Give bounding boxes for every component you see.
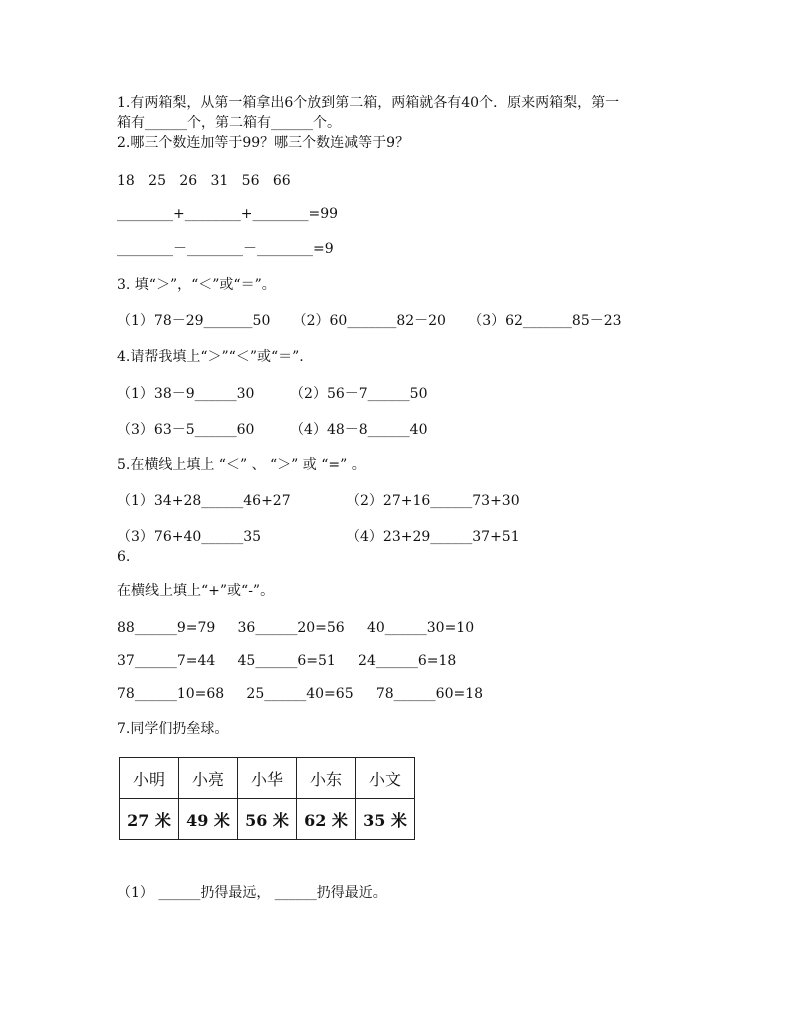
q2-sub-line: ________－________－________=9	[117, 241, 334, 257]
q6-row2: 37______7=44 45______6=51 24______6=18	[117, 653, 457, 669]
name-cell: 小明	[120, 758, 179, 799]
q5-item4: （4）23+29______37+51	[346, 529, 520, 545]
name-cell: 小文	[356, 758, 415, 799]
distance-cell: 27 米	[120, 799, 179, 840]
q3-line: （1）78－29_______50 （2）60_______82－20 （3）62_______85－23	[117, 313, 622, 329]
q7-question: （1） ______扔得最远， ______扔得最近。	[117, 885, 387, 901]
q2-numbers: 18 25 26 31 56 66	[117, 173, 291, 189]
q4-row2: （3）63－5______60 （4）48－8______40	[117, 422, 428, 438]
distance-cell: 62 米	[297, 799, 356, 840]
q2-add-line: ________+________+________=99	[117, 206, 339, 222]
name-cell: 小东	[297, 758, 356, 799]
q5-item3: （3）76+40______35	[117, 529, 262, 545]
distance-cell: 49 米	[179, 799, 238, 840]
q7-title: 7.同学们扔垒球。	[117, 721, 229, 737]
q4-row1: （1）38－9______30 （2）56－7______50	[117, 386, 428, 402]
table-row	[120, 799, 415, 840]
q1-line1: 1.有两箱梨，从第一箱拿出6个放到第二箱，两箱就各有40个．原来两箱梨，第一	[117, 95, 620, 111]
q1-line2: 箱有______个，第二箱有______个。	[117, 115, 341, 131]
q6-title: 在横线上填上“+”或“-”。	[117, 583, 275, 599]
q6-row3: 78______10=68 25______40=65 78______60=18	[117, 686, 484, 702]
q3-title: 3. 填“＞”，“＜”或“＝”。	[117, 277, 276, 293]
distance-cell: 56 米	[238, 799, 297, 840]
q5-item1: （1）34+28______46+27	[117, 493, 291, 509]
q6-number: 6.	[117, 549, 131, 565]
q5-item2: （2）27+16______73+30	[346, 493, 520, 509]
distance-cell: 35 米	[356, 799, 415, 840]
name-cell: 小华	[238, 758, 297, 799]
throw-distance-table	[119, 757, 415, 840]
table-row	[120, 758, 415, 799]
name-cell: 小亮	[179, 758, 238, 799]
q6-row1: 88______9=79 36______20=56 40______30=10	[117, 620, 475, 636]
q5-title: 5.在横线上填上 “＜” 、 “＞” 或 “=” 。	[117, 457, 366, 473]
q2-title: 2.哪三个数连加等于99？哪三个数连减等于9？	[117, 135, 410, 151]
q4-title: 4.请帮我填上“＞”“＜”或“＝”.	[117, 349, 304, 365]
